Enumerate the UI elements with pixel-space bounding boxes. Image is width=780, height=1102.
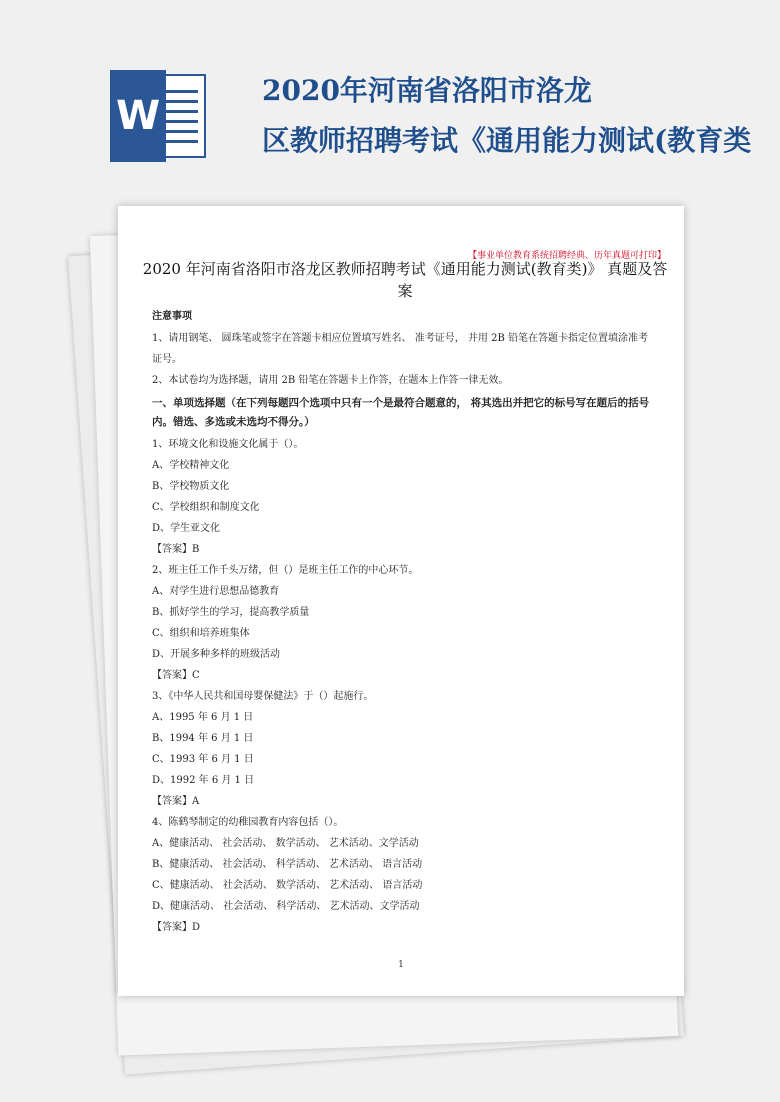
word-w-tile: W [110, 70, 166, 162]
note-item: 2、本试卷均为选择题，请用 2B 铅笔在答题卡上作答，在题本上作答一律无效。 [152, 375, 509, 386]
line-mark [164, 130, 198, 133]
document-body [152, 306, 657, 938]
page-title: 2020 年河南省洛阳市洛龙区教师招聘考试《通用能力测试(教育类)》 真题及答案 [142, 260, 668, 300]
question-option: D、1992 年 6 月 1 日 [152, 775, 255, 786]
question-option: B、健康活动、 社会活动、 科学活动、 艺术活动、 语言活动 [152, 859, 423, 870]
title-line-2: 区教师招聘考试《通用能力测试(教育类 [262, 124, 752, 157]
question-option: A、健康活动、 社会活动、 数学活动、 艺术活动、文学活动 [152, 838, 419, 849]
question-option: D、开展多种多样的班级活动 [152, 649, 281, 660]
document-page [118, 206, 684, 996]
question-stem: 4、陈鹤琴制定的幼稚园教育内容包括（）。 [152, 817, 344, 828]
word-document-icon [110, 70, 208, 162]
document-title-banner [262, 66, 780, 166]
line-mark [164, 100, 198, 103]
section-heading: 一、单项选择题（在下列每题四个选项中只有一个是最符合题意的， 将其选出并把它的标号写在题后的括号内。错选、多选或未选均不得分。） [152, 397, 650, 428]
line-mark [164, 110, 198, 113]
question-stem: 3、《中华人民共和国母婴保健法》于（）起施行。 [152, 691, 374, 702]
question-option: D、学生亚文化 [152, 523, 221, 534]
question-option: B、抓好学生的学习，提高教学质量 [152, 607, 310, 618]
printable-stamp: 【事业单位教育系统招聘经典、历年真题可打印】 [468, 251, 667, 261]
line-mark [164, 90, 198, 93]
question-option: C、1993 年 6 月 1 日 [152, 754, 254, 765]
line-mark [164, 140, 198, 143]
notes-heading: 注意事项 [152, 311, 192, 322]
page-number: 1 [398, 960, 404, 970]
note-item: 1、请用钢笔、 圆珠笔或签字在答题卡相应位置填写姓名、 准考证号， 并用 2B 铅笔在答题卡指定位置填涂准考证号。 [152, 333, 648, 365]
question-option: C、组织和培养班集体 [152, 628, 250, 639]
title-line-1: 2020年河南省洛阳市洛龙 [262, 74, 592, 107]
question-option: B、1994 年 6 月 1 日 [152, 733, 254, 744]
question-option: C、健康活动、 社会活动、 数学活动、 艺术活动、 语言活动 [152, 880, 423, 891]
question-stem: 2、班主任工作千头万绪，但（）是班主任工作的中心环节。 [152, 565, 419, 576]
question-option: A、学校精神文化 [152, 460, 230, 471]
question-option: B、学校物质文化 [152, 481, 230, 492]
question-option: D、健康活动、 社会活动、 科学活动、 艺术活动、文学活动 [152, 901, 420, 912]
question-answer: 【答案】A [152, 796, 200, 807]
question-stem: 1、环境文化和设施文化属于（）。 [152, 439, 304, 450]
question-option: A、对学生进行思想品德教育 [152, 586, 280, 597]
question-answer: 【答案】C [152, 670, 200, 681]
line-mark [164, 120, 198, 123]
question-answer: 【答案】B [152, 544, 200, 555]
question-option: C、学校组织和制度文化 [152, 502, 260, 513]
question-option: A、1995 年 6 月 1 日 [152, 712, 254, 723]
question-answer: 【答案】D [152, 922, 201, 933]
